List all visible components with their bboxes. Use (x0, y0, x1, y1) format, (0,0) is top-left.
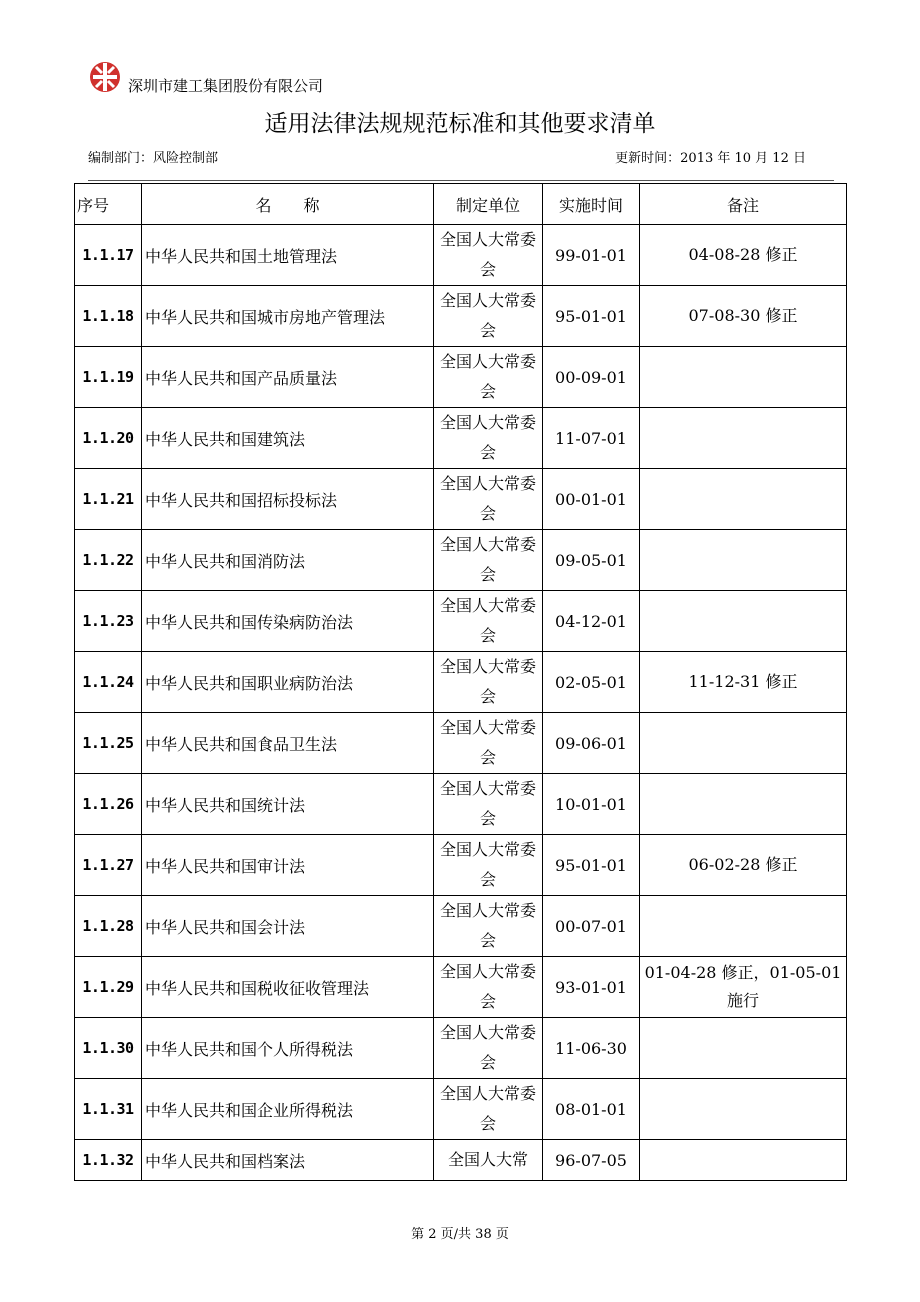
cell-seq: 1.1.30 (75, 1018, 142, 1079)
cell-seq: 1.1.18 (75, 286, 142, 347)
cell-org: 全国人大常委会 (434, 652, 543, 713)
table-row (75, 591, 847, 652)
cell-date: 00-01-01 (543, 469, 640, 530)
cell-name: 中华人民共和国产品质量法 (142, 347, 434, 408)
cell-note (640, 591, 847, 652)
header-seq: 序号 (75, 184, 142, 225)
header-rule (88, 180, 834, 181)
table-row (75, 1079, 847, 1140)
cell-date: 11-07-01 (543, 408, 640, 469)
cell-note: 01-04-28 修正，01-05-01 施行 (640, 957, 847, 1018)
cell-name: 中华人民共和国税收征收管理法 (142, 957, 434, 1018)
update-time: 更新时间：2013 年 10 月 12 日 (615, 151, 806, 166)
cell-name: 中华人民共和国审计法 (142, 835, 434, 896)
cell-org: 全国人大常委会 (434, 957, 543, 1018)
cell-seq: 1.1.23 (75, 591, 142, 652)
cell-note (640, 530, 847, 591)
header-date: 实施时间 (543, 184, 640, 225)
cell-seq: 1.1.24 (75, 652, 142, 713)
cell-org: 全国人大常委会 (434, 835, 543, 896)
cell-seq: 1.1.31 (75, 1079, 142, 1140)
cell-date: 95-01-01 (543, 286, 640, 347)
cell-name: 中华人民共和国统计法 (142, 774, 434, 835)
cell-note (640, 347, 847, 408)
table-row (75, 1140, 847, 1181)
department-label: 编制部门：风险控制部 (88, 151, 219, 166)
cell-name: 中华人民共和国建筑法 (142, 408, 434, 469)
cell-note (640, 774, 847, 835)
cell-seq: 1.1.28 (75, 896, 142, 957)
cell-date: 11-06-30 (543, 1018, 640, 1079)
table-row (75, 957, 847, 1018)
cell-note: 04-08-28 修正 (640, 225, 847, 286)
cell-org: 全国人大常 (434, 1140, 543, 1181)
cell-org: 全国人大常委会 (434, 896, 543, 957)
table-row (75, 225, 847, 286)
cell-seq: 1.1.25 (75, 713, 142, 774)
cell-org: 全国人大常委会 (434, 591, 543, 652)
cell-date: 10-01-01 (543, 774, 640, 835)
cell-date: 93-01-01 (543, 957, 640, 1018)
table-row (75, 469, 847, 530)
page-number: 第 2 页/共 38 页 (411, 1227, 509, 1242)
header-org: 制定单位 (434, 184, 543, 225)
cell-date: 09-05-01 (543, 530, 640, 591)
cell-note: 11-12-31 修正 (640, 652, 847, 713)
table-header-row (75, 184, 847, 225)
cell-name: 中华人民共和国土地管理法 (142, 225, 434, 286)
cell-note (640, 1140, 847, 1181)
cell-date: 96-07-05 (543, 1140, 640, 1181)
table-row (75, 896, 847, 957)
cell-org: 全国人大常委会 (434, 1018, 543, 1079)
cell-note (640, 469, 847, 530)
cell-seq: 1.1.21 (75, 469, 142, 530)
cell-note (640, 408, 847, 469)
cell-date: 02-05-01 (543, 652, 640, 713)
cell-name: 中华人民共和国职业病防治法 (142, 652, 434, 713)
table-row (75, 347, 847, 408)
cell-note (640, 896, 847, 957)
cell-date: 08-01-01 (543, 1079, 640, 1140)
table-row (75, 774, 847, 835)
cell-date: 95-01-01 (543, 835, 640, 896)
cell-name: 中华人民共和国食品卫生法 (142, 713, 434, 774)
table-row (75, 713, 847, 774)
cell-org: 全国人大常委会 (434, 286, 543, 347)
cell-org: 全国人大常委会 (434, 1079, 543, 1140)
table-row (75, 652, 847, 713)
cell-date: 04-12-01 (543, 591, 640, 652)
company-logo-icon (88, 60, 122, 94)
cell-date: 09-06-01 (543, 713, 640, 774)
table-row (75, 408, 847, 469)
cell-org: 全国人大常委会 (434, 530, 543, 591)
cell-seq: 1.1.20 (75, 408, 142, 469)
cell-name: 中华人民共和国企业所得税法 (142, 1079, 434, 1140)
cell-name: 中华人民共和国会计法 (142, 896, 434, 957)
cell-org: 全国人大常委会 (434, 713, 543, 774)
cell-seq: 1.1.19 (75, 347, 142, 408)
cell-name: 中华人民共和国档案法 (142, 1140, 434, 1181)
header-note: 备注 (640, 184, 847, 225)
cell-seq: 1.1.29 (75, 957, 142, 1018)
cell-date: 00-09-01 (543, 347, 640, 408)
cell-org: 全国人大常委会 (434, 469, 543, 530)
table-row (75, 530, 847, 591)
cell-seq: 1.1.17 (75, 225, 142, 286)
cell-org: 全国人大常委会 (434, 774, 543, 835)
cell-org: 全国人大常委会 (434, 347, 543, 408)
cell-note (640, 1079, 847, 1140)
cell-note (640, 713, 847, 774)
cell-org: 全国人大常委会 (434, 408, 543, 469)
cell-note: 07-08-30 修正 (640, 286, 847, 347)
cell-date: 99-01-01 (543, 225, 640, 286)
table-row (75, 1018, 847, 1079)
table-row (75, 835, 847, 896)
cell-seq: 1.1.22 (75, 530, 142, 591)
table-row (75, 286, 847, 347)
cell-org: 全国人大常委会 (434, 225, 543, 286)
cell-seq: 1.1.26 (75, 774, 142, 835)
header-name: 名 称 (142, 184, 434, 225)
cell-note (640, 1018, 847, 1079)
cell-seq: 1.1.32 (75, 1140, 142, 1181)
cell-note: 06-02-28 修正 (640, 835, 847, 896)
cell-name: 中华人民共和国消防法 (142, 530, 434, 591)
regulations-table (74, 183, 847, 1181)
document-title: 适用法律法规规范标准和其他要求清单 (264, 111, 656, 137)
company-name: 深圳市建工集团股份有限公司 (128, 77, 324, 95)
cell-date: 00-07-01 (543, 896, 640, 957)
cell-seq: 1.1.27 (75, 835, 142, 896)
cell-name: 中华人民共和国城市房地产管理法 (142, 286, 434, 347)
cell-name: 中华人民共和国招标投标法 (142, 469, 434, 530)
cell-name: 中华人民共和国个人所得税法 (142, 1018, 434, 1079)
cell-name: 中华人民共和国传染病防治法 (142, 591, 434, 652)
